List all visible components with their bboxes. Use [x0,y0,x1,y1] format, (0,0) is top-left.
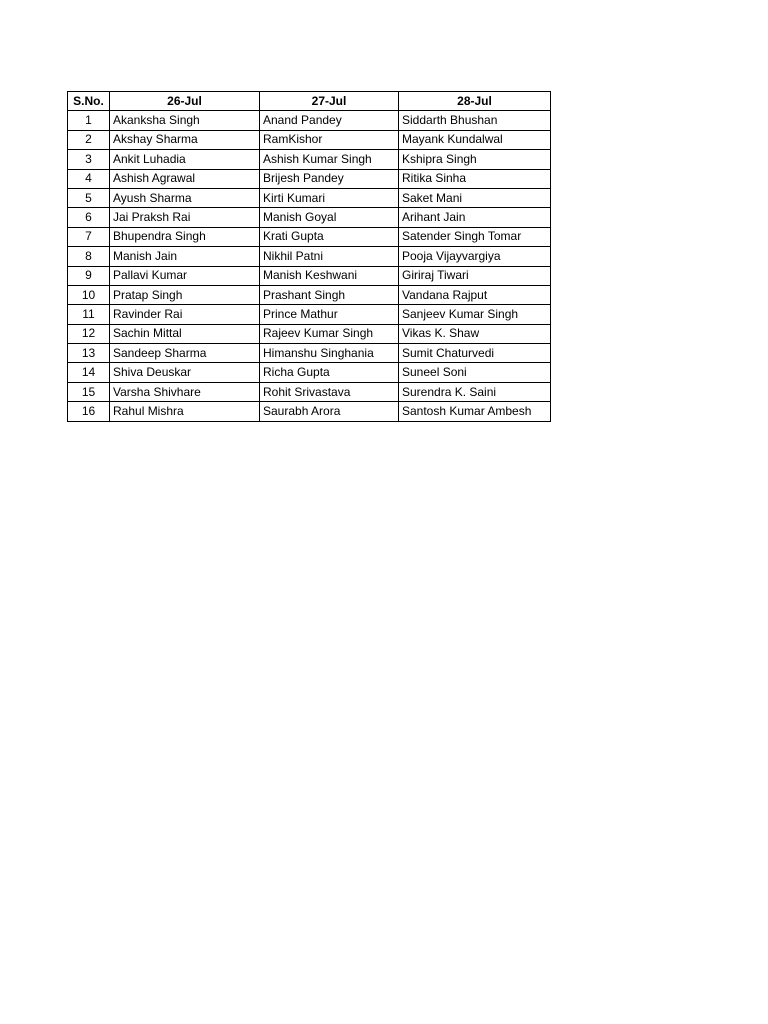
serial-number-cell: 15 [68,382,110,401]
table-row [68,111,551,130]
header-27-jul: 27-Jul [260,92,399,111]
table-row [68,150,551,169]
serial-number-cell: 16 [68,402,110,421]
name-cell: RamKishor [260,130,399,149]
name-cell: Vikas K. Shaw [399,324,551,343]
name-cell: Saket Mani [399,188,551,207]
schedule-table [67,91,551,422]
header-26-jul: 26-Jul [110,92,260,111]
table-row [68,324,551,343]
serial-number-cell: 12 [68,324,110,343]
serial-number-cell: 8 [68,247,110,266]
name-cell: Brijesh Pandey [260,169,399,188]
name-cell: Sumit Chaturvedi [399,344,551,363]
header-sno: S.No. [68,92,110,111]
name-cell: Surendra K. Saini [399,382,551,401]
serial-number-cell: 7 [68,227,110,246]
table-row [68,130,551,149]
name-cell: Jai Praksh Rai [110,208,260,227]
header-28-jul: 28-Jul [399,92,551,111]
name-cell: Manish Jain [110,247,260,266]
table-row [68,169,551,188]
name-cell: Satender Singh Tomar [399,227,551,246]
name-cell: Kirti Kumari [260,188,399,207]
name-cell: Pooja Vijayvargiya [399,247,551,266]
table-row [68,266,551,285]
name-cell: Ashish Agrawal [110,169,260,188]
table-row [68,305,551,324]
name-cell: Anand Pandey [260,111,399,130]
table-row [68,344,551,363]
name-cell: Manish Keshwani [260,266,399,285]
table-row [68,402,551,421]
name-cell: Sanjeev Kumar Singh [399,305,551,324]
name-cell: Prince Mathur [260,305,399,324]
serial-number-cell: 4 [68,169,110,188]
table-header-row [68,92,551,111]
table-row [68,208,551,227]
name-cell: Bhupendra Singh [110,227,260,246]
name-cell: Ayush Sharma [110,188,260,207]
table-row [68,227,551,246]
name-cell: Varsha Shivhare [110,382,260,401]
name-cell: Akshay Sharma [110,130,260,149]
name-cell: Santosh Kumar Ambesh [399,402,551,421]
serial-number-cell: 13 [68,344,110,363]
name-cell: Rohit Srivastava [260,382,399,401]
name-cell: Pratap Singh [110,285,260,304]
name-cell: Sachin Mittal [110,324,260,343]
serial-number-cell: 2 [68,130,110,149]
name-cell: Richa Gupta [260,363,399,382]
serial-number-cell: 1 [68,111,110,130]
serial-number-cell: 11 [68,305,110,324]
serial-number-cell: 14 [68,363,110,382]
table-row [68,285,551,304]
name-cell: Siddarth Bhushan [399,111,551,130]
name-cell: Akanksha Singh [110,111,260,130]
name-cell: Arihant Jain [399,208,551,227]
serial-number-cell: 9 [68,266,110,285]
name-cell: Suneel Soni [399,363,551,382]
name-cell: Krati Gupta [260,227,399,246]
serial-number-cell: 3 [68,150,110,169]
name-cell: Giriraj Tiwari [399,266,551,285]
name-cell: Ravinder Rai [110,305,260,324]
name-cell: Sandeep Sharma [110,344,260,363]
name-cell: Himanshu Singhania [260,344,399,363]
name-cell: Prashant Singh [260,285,399,304]
name-cell: Vandana Rajput [399,285,551,304]
serial-number-cell: 10 [68,285,110,304]
name-cell: Mayank Kundalwal [399,130,551,149]
serial-number-cell: 6 [68,208,110,227]
name-cell: Kshipra Singh [399,150,551,169]
name-cell: Pallavi Kumar [110,266,260,285]
table-row [68,382,551,401]
name-cell: Ritika Sinha [399,169,551,188]
name-cell: Saurabh Arora [260,402,399,421]
name-cell: Shiva Deuskar [110,363,260,382]
name-cell: Ashish Kumar Singh [260,150,399,169]
table-row [68,188,551,207]
serial-number-cell: 5 [68,188,110,207]
name-cell: Nikhil Patni [260,247,399,266]
table-row [68,363,551,382]
table-row [68,247,551,266]
name-cell: Manish Goyal [260,208,399,227]
name-cell: Ankit Luhadia [110,150,260,169]
name-cell: Rajeev Kumar Singh [260,324,399,343]
name-cell: Rahul Mishra [110,402,260,421]
